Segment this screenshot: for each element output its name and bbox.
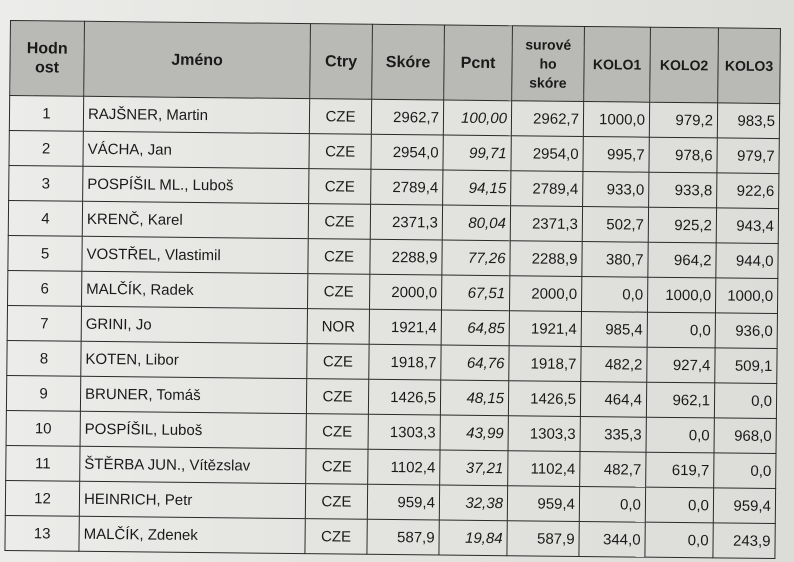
kolo3-cell: 968,0 — [714, 418, 776, 454]
name-cell: RAJŠNER, Martin — [83, 96, 309, 133]
kolo2-cell: 964,2 — [648, 242, 716, 278]
pcnt-cell: 32,38 — [439, 485, 507, 521]
table-row — [5, 515, 775, 558]
score-cell: 2371,3 — [370, 204, 442, 240]
header-kolo3: KOLO3 — [718, 28, 781, 104]
country-cell: CZE — [307, 274, 369, 310]
name-cell: BRUNER, Tomáš — [80, 376, 306, 413]
pcnt-cell: 100,00 — [443, 100, 511, 136]
raw-score-cell: 2962,7 — [511, 101, 583, 137]
kolo2-cell: 978,6 — [649, 137, 717, 173]
header-raw-score — [512, 26, 585, 102]
raw-score-cell: 1918,7 — [509, 346, 581, 382]
kolo2-cell: 0,0 — [645, 522, 713, 558]
kolo1-cell: 344,0 — [579, 521, 645, 557]
pcnt-cell: 99,71 — [443, 135, 511, 171]
header-raw-line-1: surové — [525, 35, 572, 53]
country-cell: CZE — [309, 169, 371, 205]
kolo1-cell: 1000,0 — [583, 102, 649, 138]
rank-cell: 4 — [8, 200, 82, 236]
rank-cell: 6 — [8, 270, 82, 306]
rank-cell: 8 — [7, 340, 81, 376]
kolo1-cell: 335,3 — [580, 416, 646, 452]
rank-cell: 10 — [6, 410, 80, 446]
rank-cell: 5 — [8, 235, 82, 271]
header-raw-line-3: skóre — [529, 73, 567, 91]
score-cell: 2954,0 — [371, 134, 443, 170]
score-cell: 1921,4 — [369, 309, 441, 345]
kolo1-cell: 482,7 — [580, 451, 646, 487]
name-cell: POSPÍŠIL ML., Luboš — [83, 166, 309, 203]
header-rank-line-2: ost — [34, 59, 60, 77]
header-country: Ctry — [310, 24, 373, 100]
score-cell: 1426,5 — [368, 379, 440, 415]
table-body — [5, 96, 780, 559]
header-score: Skóre — [372, 24, 445, 100]
rank-cell: 2 — [9, 130, 83, 166]
pcnt-cell: 64,85 — [441, 310, 509, 346]
score-cell: 1918,7 — [369, 344, 441, 380]
header-rank — [10, 21, 85, 97]
header-rank-line-1: Hodn — [26, 40, 68, 58]
kolo3-cell: 0,0 — [714, 383, 776, 419]
raw-score-cell: 2789,4 — [511, 171, 583, 207]
rank-cell: 12 — [5, 480, 79, 516]
country-cell: CZE — [306, 449, 368, 485]
score-cell: 1102,4 — [368, 449, 440, 485]
pcnt-cell: 43,99 — [440, 415, 508, 451]
kolo3-cell: 983,5 — [717, 103, 779, 139]
raw-score-cell: 1303,3 — [508, 416, 580, 452]
pcnt-cell: 80,04 — [442, 205, 510, 241]
country-cell: CZE — [306, 414, 368, 450]
raw-score-cell: 2288,9 — [510, 241, 582, 277]
kolo2-cell: 619,7 — [646, 452, 714, 488]
kolo1-cell: 995,7 — [583, 137, 649, 173]
rank-cell: 7 — [7, 305, 81, 341]
name-cell: GRINI, Jo — [81, 306, 307, 343]
kolo1-cell: 482,2 — [581, 346, 647, 382]
name-cell: ŠTĚRBA JUN., Vítězslav — [80, 446, 306, 483]
country-cell: CZE — [307, 344, 369, 380]
country-cell: CZE — [306, 379, 368, 415]
header-pcnt: Pcnt — [444, 25, 513, 101]
kolo2-cell: 0,0 — [645, 487, 713, 523]
kolo1-cell: 502,7 — [582, 207, 648, 243]
rank-cell: 3 — [9, 165, 83, 201]
kolo3-cell: 509,1 — [715, 348, 777, 384]
raw-score-cell: 1426,5 — [508, 381, 580, 417]
country-cell: CZE — [308, 204, 370, 240]
kolo2-cell: 962,1 — [646, 382, 714, 418]
country-cell: NOR — [307, 309, 369, 345]
score-cell: 2789,4 — [371, 169, 443, 205]
pcnt-cell: 19,84 — [439, 520, 507, 556]
raw-score-cell: 1102,4 — [508, 451, 580, 487]
name-cell: MALČÍK, Zdenek — [79, 516, 305, 553]
kolo2-cell: 0,0 — [646, 417, 714, 453]
rank-cell: 9 — [6, 375, 80, 411]
raw-score-cell: 2000,0 — [509, 276, 581, 312]
country-cell: CZE — [309, 134, 371, 170]
header-name: Jméno — [84, 21, 311, 98]
kolo2-cell: 1000,0 — [647, 277, 715, 313]
country-cell: CZE — [308, 239, 370, 275]
kolo3-cell: 936,0 — [715, 313, 777, 349]
kolo1-cell: 0,0 — [579, 486, 645, 522]
country-cell: CZE — [309, 99, 371, 135]
raw-score-cell: 2371,3 — [510, 206, 582, 242]
kolo3-cell: 959,4 — [713, 488, 775, 524]
raw-score-cell: 587,9 — [507, 521, 579, 557]
kolo2-cell: 0,0 — [647, 312, 715, 348]
country-cell: CZE — [305, 519, 367, 555]
score-cell: 2962,7 — [371, 99, 443, 135]
kolo2-cell: 979,2 — [649, 102, 717, 138]
kolo3-cell: 243,9 — [713, 523, 775, 559]
kolo2-cell: 925,2 — [648, 207, 716, 243]
kolo2-cell: 927,4 — [647, 347, 715, 383]
header-row — [10, 21, 781, 104]
raw-score-cell: 1921,4 — [509, 311, 581, 347]
kolo1-cell: 464,4 — [580, 381, 646, 417]
name-cell: VÁCHA, Jan — [83, 131, 309, 168]
kolo1-cell: 380,7 — [582, 242, 648, 278]
pcnt-cell: 64,76 — [441, 345, 509, 381]
score-cell: 587,9 — [367, 519, 439, 555]
name-cell: KOTEN, Libor — [81, 341, 307, 378]
pcnt-cell: 94,15 — [443, 170, 511, 206]
score-cell: 959,4 — [367, 484, 439, 520]
pcnt-cell: 48,15 — [440, 380, 508, 416]
kolo3-cell: 1000,0 — [715, 278, 777, 314]
kolo1-cell: 933,0 — [583, 172, 649, 208]
header-raw-line-2: ho — [539, 55, 557, 72]
country-cell: CZE — [305, 484, 367, 520]
raw-score-cell: 2954,0 — [511, 136, 583, 172]
name-cell: HEINRICH, Petr — [79, 481, 305, 518]
rank-cell: 11 — [6, 445, 80, 481]
kolo3-cell: 943,4 — [716, 208, 778, 244]
pcnt-cell: 37,21 — [440, 450, 508, 486]
raw-score-cell: 959,4 — [507, 486, 579, 522]
score-cell: 2000,0 — [369, 274, 441, 310]
rank-cell: 13 — [5, 515, 79, 551]
score-cell: 1303,3 — [368, 414, 440, 450]
name-cell: MALČÍK, Radek — [82, 271, 308, 308]
pcnt-cell: 77,26 — [442, 240, 510, 276]
kolo1-cell: 985,4 — [581, 312, 647, 348]
header-kolo1: KOLO1 — [584, 27, 651, 103]
kolo3-cell: 922,6 — [717, 173, 779, 209]
rank-cell: 1 — [9, 96, 83, 132]
name-cell: POSPÍŠIL, Luboš — [80, 411, 306, 448]
results-table — [4, 20, 781, 559]
kolo1-cell: 0,0 — [581, 277, 647, 313]
pcnt-cell: 67,51 — [441, 275, 509, 311]
kolo3-cell: 0,0 — [714, 453, 776, 489]
score-cell: 2288,9 — [370, 239, 442, 275]
kolo3-cell: 979,7 — [717, 138, 779, 174]
kolo3-cell: 944,0 — [716, 243, 778, 279]
name-cell: KRENČ, Karel — [82, 201, 308, 238]
name-cell: VOSTŘEL, Vlastimil — [82, 236, 308, 273]
header-kolo2: KOLO2 — [650, 27, 719, 103]
kolo2-cell: 933,8 — [649, 172, 717, 208]
